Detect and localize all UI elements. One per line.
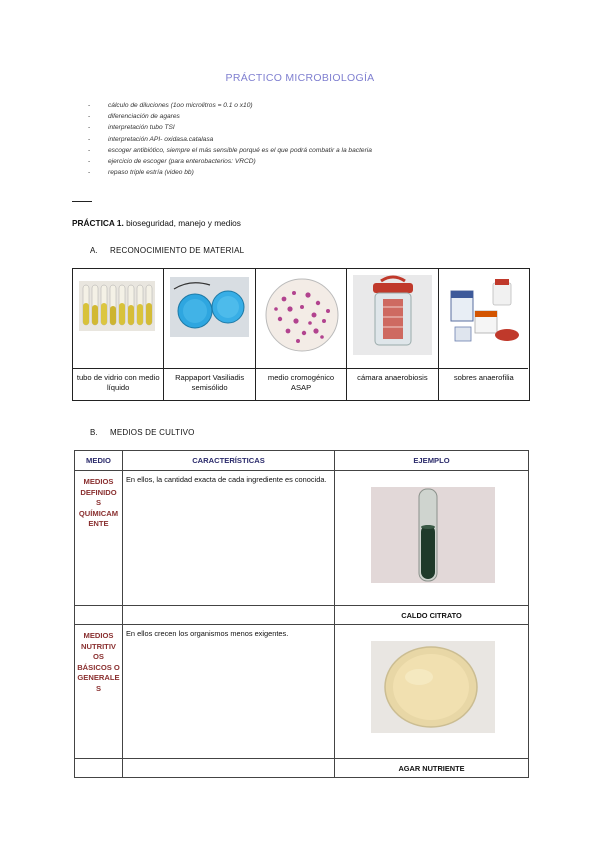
- characteristics-text: En ellos crecen los organismos menos exigentes.: [123, 625, 335, 759]
- section-b-heading: B. MEDIOS DE CULTIVO: [90, 428, 195, 437]
- empty-cell: [75, 606, 123, 625]
- page-title: PRÁCTICO MICROBIOLOGÍA: [225, 72, 375, 84]
- example-label: AGAR NUTRIENTE: [335, 759, 529, 778]
- table-divider: [72, 368, 528, 369]
- table-row: [75, 471, 529, 606]
- anaerobic-sachets-image: [445, 275, 523, 355]
- material-caption: tubo de vidrio con medio líquido: [76, 373, 160, 392]
- list-item: - interpretación tubo TSI: [88, 124, 175, 132]
- characteristics-text: En ellos, la cantidad exacta de cada ingrediente es conocida.: [123, 471, 335, 606]
- list-item: - escoger antibiótico, siempre el más sensible porqué es el que podrá combatir a la bacteria: [88, 146, 372, 154]
- list-item: - ejercicio de escoger (para enterobacterios: VRCD): [88, 157, 256, 165]
- anaerobic-jar-image: [353, 275, 431, 355]
- blue-petri-dishes-image: [170, 275, 248, 355]
- column-header: EJEMPLO: [335, 451, 529, 471]
- practica-heading: PRÁCTICA 1. bioseguridad, manejo y medios: [72, 218, 241, 228]
- table-row: [75, 625, 529, 759]
- table-row: [75, 606, 529, 625]
- medio-label: MEDIOS NUTRITIV OS BÁSICOS O GENERALE S: [75, 625, 123, 759]
- material-caption: medio cromogénico ASAP: [267, 373, 335, 392]
- material-cell: [164, 269, 255, 400]
- material-caption: sobres anaerofilia: [453, 373, 514, 382]
- column-header: CARACTERÍSTICAS: [123, 451, 335, 471]
- material-caption: Rappaport Vasiliadis semisólido: [175, 373, 245, 392]
- material-caption: cámara anaerobiosis: [357, 373, 428, 382]
- list-item: - cálculo de diluciones (1oo microlitros = 0.1 o x10): [88, 102, 253, 109]
- separator-line: [72, 201, 92, 202]
- section-a-heading: A. RECONOCIMIENTO DE MATERIAL: [90, 246, 245, 255]
- citrate-broth-tube-image: [371, 487, 495, 583]
- empty-cell: [123, 606, 335, 625]
- table-header-row: [75, 451, 529, 471]
- topic-list: [88, 100, 372, 178]
- list-item: - interpretación API- oxidasa.catalasa: [88, 135, 214, 143]
- material-table: [72, 268, 530, 401]
- empty-cell: [123, 759, 335, 778]
- chromogenic-plate-image: [262, 275, 340, 355]
- example-image-cell: [335, 625, 529, 759]
- material-cell: [256, 269, 347, 400]
- empty-cell: [75, 759, 123, 778]
- column-header: MEDIO: [75, 451, 123, 471]
- material-cell: [73, 269, 164, 400]
- example-label: CALDO CITRATO: [335, 606, 529, 625]
- material-cell: [347, 269, 438, 400]
- medios-table: [74, 450, 529, 778]
- medio-label: MEDIOS DEFINIDO S QUÍMICAM ENTE: [75, 471, 123, 606]
- table-row: [75, 759, 529, 778]
- test-tubes-image: [79, 275, 157, 355]
- list-item: - repaso triple estría (video bb): [88, 169, 194, 177]
- material-cell: [439, 269, 529, 400]
- example-image-cell: [335, 471, 529, 606]
- nutrient-agar-plate-image: [371, 641, 495, 733]
- list-item: - diferenciación de agares: [88, 113, 180, 121]
